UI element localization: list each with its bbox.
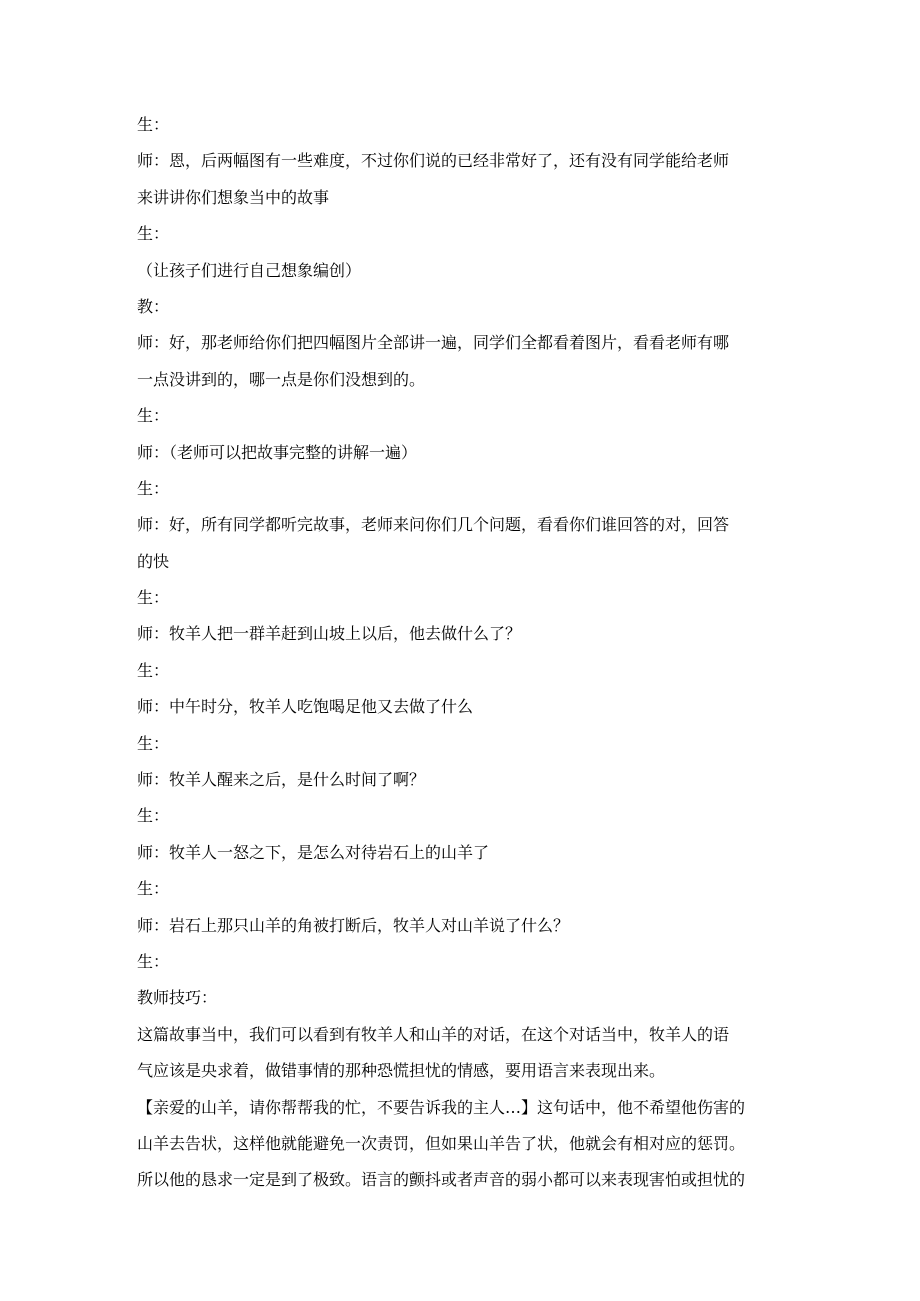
text-line: 的快	[137, 551, 170, 571]
text-line: 师：恩，后两幅图有一些难度，不过你们说的已经非常好了，还有没有同学能给老师	[137, 151, 730, 171]
text-line: 师：好，所有同学都听完故事，老师来问你们几个问题，看看你们谁回答的对，回答	[137, 515, 730, 535]
text-line: 生：	[137, 733, 170, 753]
text-line: 一点没讲到的，哪一点是你们没想到的。	[137, 369, 426, 389]
text-line: 生：	[137, 406, 170, 426]
text-line: 师：好，那老师给你们把四幅图片全部讲一遍，同学们全都看着图片，看看老师有哪	[137, 333, 730, 353]
text-line: （让孩子们进行自己想象编创）	[137, 260, 362, 280]
text-line: 生：	[137, 588, 170, 608]
text-line: 师：中午时分，牧羊人吃饱喝足他又去做了什么	[137, 697, 474, 717]
text-line: 师：（老师可以把故事完整的讲解一遍）	[137, 442, 418, 462]
text-line: 生：	[137, 951, 170, 971]
text-line: 师：牧羊人一怒之下，是怎么对待岩石上的山羊了	[137, 842, 490, 862]
text-line: 师：岩石上那只山羊的角被打断后，牧羊人对山羊说了什么？	[137, 915, 570, 935]
text-line: 教师技巧：	[137, 988, 218, 1008]
text-line: 山羊去告状，这样他就能避免一次责罚，但如果山羊告了状，他就会有相对应的惩罚。	[137, 1133, 746, 1153]
text-line: 生：	[137, 660, 170, 680]
text-line: 生：	[137, 115, 170, 134]
text-line: 气应该是央求着，做错事情的那种恐慌担忧的情感，要用语言来表现出来。	[137, 1061, 666, 1081]
text-line: 生：	[137, 879, 170, 899]
text-line: 生：	[137, 478, 170, 498]
text-line: 来讲讲你们想象当中的故事	[137, 187, 330, 207]
text-line: 生：	[137, 806, 170, 826]
document-body	[137, 107, 787, 1199]
text-line: 所以他的恳求一定是到了极致。语言的颤抖或者声音的弱小都可以来表现害怕或担忧的	[137, 1170, 746, 1190]
text-line: 生：	[137, 224, 170, 244]
text-line: 师：牧羊人醒来之后，是什么时间了啊？	[137, 770, 426, 790]
text-line: 这篇故事当中，我们可以看到有牧羊人和山羊的对话，在这个对话当中，牧羊人的语	[137, 1024, 730, 1044]
text-line: 【亲爱的山羊，请你帮帮我的忙，不要告诉我的主人…】这句话中，他不希望他伤害的	[137, 1097, 746, 1117]
text-line: 教：	[137, 296, 170, 316]
text-line: 师：牧羊人把一群羊赶到山坡上以后，他去做什么了？	[137, 624, 522, 644]
